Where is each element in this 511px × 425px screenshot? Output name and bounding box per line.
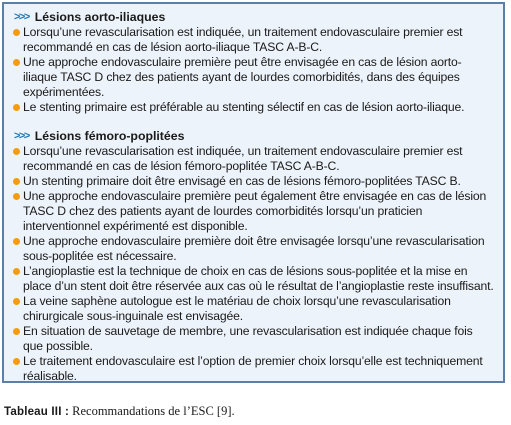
- list-item: [12, 174, 495, 189]
- item-text: L’angioplastie est la technique de choix en cas de lésions sous-poplitée et la mise en place d’un stent doit être réservée aux cas où le résultat de l’angioplastie reste insuffisant.: [23, 264, 494, 293]
- bullet-dot-icon: [13, 148, 20, 155]
- bullet-dot-icon: [13, 238, 20, 245]
- recommendations-panel: [2, 2, 505, 383]
- caption-label: Tableau III :: [4, 406, 70, 418]
- list-item: [12, 324, 495, 354]
- bullet-dot-icon: [13, 358, 20, 365]
- table-caption: [4, 404, 235, 420]
- bullet-dot-icon: [13, 268, 20, 275]
- section-aorto-iliac: [12, 10, 495, 115]
- bullet-dot-icon: [13, 178, 20, 185]
- list-item: [12, 100, 495, 115]
- item-text: Le traitement endovasculaire est l’option de premier choix lorsqu’elle est techniquement réalisable.: [23, 354, 483, 383]
- item-text: En situation de sauvetage de membre, une revascularisation est indiquée chaque fois que possible.: [23, 324, 473, 353]
- list-item: [12, 354, 495, 384]
- bullet-dot-icon: [13, 328, 20, 335]
- list-item: [12, 294, 495, 324]
- list-item: [12, 25, 495, 55]
- item-text: Un stenting primaire doit être envisagé en cas de lésions fémoro-poplitées TASC B.: [23, 174, 461, 188]
- list-item: [12, 144, 495, 174]
- triple-chevron-right-icon: >>>: [14, 130, 29, 142]
- section-title: [12, 129, 495, 144]
- item-text: Lorsqu’une revascularisation est indiquée, un traitement endovasculaire premier est recommandé en cas de lésion aorto-iliaque TASC A-B-C.: [23, 25, 463, 54]
- item-text: Une approche endovasculaire première doit être envisagée lorsqu’une revascularisation sous-poplitée est nécessaire.: [23, 234, 485, 263]
- item-text: Une approche endovasculaire première peut également être envisagée en cas de lésion TASC D chez des patients ayant de lourdes comorbidités lorsqu’un praticien interventionnel expérimenté est disponible.: [23, 189, 487, 233]
- triple-chevron-right-icon: >>>: [14, 11, 29, 23]
- bullet-dot-icon: [13, 104, 20, 111]
- list-item: [12, 264, 495, 294]
- item-text: La veine saphène autologue est le matériau de choix lorsqu’une revascularisation chirurgicale sous-inguinale est envisagée.: [23, 294, 451, 323]
- list-item: [12, 234, 495, 264]
- recommendation-list: [12, 25, 495, 115]
- item-text: Le stenting primaire est préférable au stenting sélectif en cas de lésion aorto-iliaque.: [23, 100, 465, 114]
- list-item: [12, 189, 495, 234]
- recommendation-list: [12, 144, 495, 384]
- bullet-dot-icon: [13, 193, 20, 200]
- bullet-dot-icon: [13, 29, 20, 36]
- section-title: [12, 10, 495, 25]
- caption-text: Recommandations de l’ESC [9].: [69, 404, 235, 418]
- list-item: [12, 55, 495, 100]
- item-text: Lorsqu’une revascularisation est indiquée, un traitement endovasculaire premier est recommandé en cas de lésion fémoro-poplitée TASC A-B-C.: [23, 144, 463, 173]
- section-title-text: Lésions fémoro-poplitées: [34, 129, 185, 143]
- section-title-text: Lésions aorto-iliaques: [34, 10, 166, 24]
- item-text: Une approche endovasculaire première peut être envisagée en cas de lésion aorto-iliaque TASC D chez des patients ayant de lourdes comorbidités, dans des équipes expérimentées.: [23, 55, 462, 99]
- bullet-dot-icon: [13, 59, 20, 66]
- bullet-dot-icon: [13, 298, 20, 305]
- section-femoro-popliteal: [12, 129, 495, 384]
